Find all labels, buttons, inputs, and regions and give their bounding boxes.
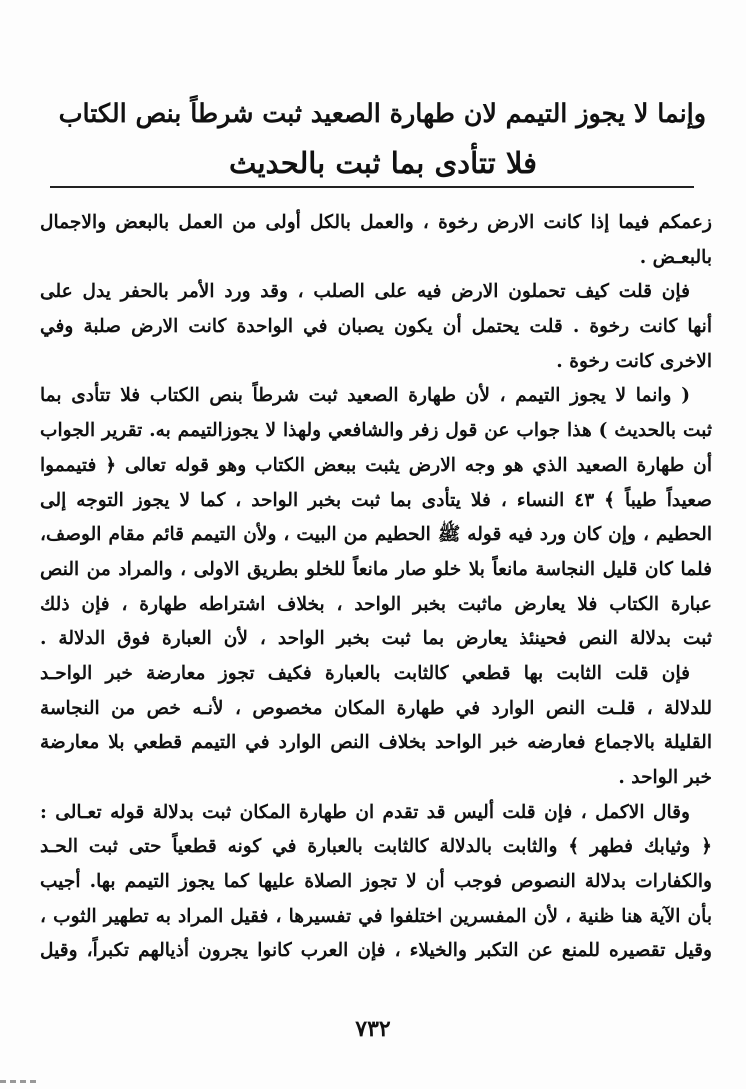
text-line: خبر الواحد . [618, 767, 712, 788]
text-line: ﴿ وثيابك فطهر ﴾ والثابت بالدلالة كالثابت بالعبارة في كونه قطعياً حتى ثبت الحـد [40, 836, 712, 858]
text-line: فإن قلت كيف تحملون الارض فيه على الصلب ، وقد ورد الأمر بالحفر يدل على [40, 281, 690, 303]
text-line: ثبت بدلالة النص فحينئذ يعارض بما ثبت بخبر الواحد ، لأن العبارة فوق الدلالة . [40, 628, 712, 650]
text-line: والكفارات بدلالة النصوص فوجب أن لا تجوز الصلاة عليها كما يجوز التيمم بها. أجيب [40, 871, 712, 893]
heading-divider [50, 186, 694, 188]
text-line: فإن قلت الثابت بها قطعي كالثابت بالعبارة فكيف تجوز معارضة خبر الواحـد [40, 662, 690, 684]
text-line: زعمكم فيما إذا كانت الارض رخوة ، والعمل بالكل أولى من العمل بالبعض والاجمال [40, 212, 712, 233]
text-line: وقال الاكمل ، فإن قلت أليس قد تقدم ان طهارة المكان ثبت بدلالة قوله تعـالى : [40, 801, 690, 823]
heading-line-1: وإنما لا يجوز التيمم لان طهارة الصعيد ثبت شرطاً بنص الكتاب [58, 98, 706, 128]
text-line: الحطيم ، وإن كان ورد فيه قوله ﷺ الحطيم من البيت ، ولأن التيمم قائم مقام الوصف، [40, 524, 712, 546]
scan-edge-mark [0, 1080, 40, 1083]
text-line: عبارة الكتاب فلا يعارض ماثبت بخبر الواحد ، بخلاف اشتراطه طهارة ، فإن ذلك [40, 593, 712, 615]
text-line: أنها كانت رخوة . قلت يحتمل أن يكون يصبان في الواحدة كانت الارض صلبة وفي [40, 316, 712, 338]
heading-line-2: فلا تتأدى بما ثبت بالحديث [228, 146, 538, 180]
text-line: للدلالة ، قلـت النص الوارد في طهارة المكان مخصوص ، لأنـه خص من النجاسة [40, 697, 712, 719]
text-line: ثبت بالحديث ) هذا جواب عن قول زفر والشافعي ولهذا لا يجوزالتيمم به. تقرير الجواب [40, 420, 712, 442]
text-line: أن طهارة الصعيد الذي هو وجه الارض يثبت ببعض الكتاب وهو قوله تعالى ﴿ فتيمموا [40, 454, 712, 476]
page-number: ٧٣٢ [355, 1016, 391, 1042]
text-line: فلما كان قليل النجاسة مانعاً بلا خلو صار مانعاً للخلو بطريق الاولى ، والمراد من النص [40, 558, 712, 580]
text-line: بالبعـض . [639, 246, 712, 268]
text-line: وقيل تقصيره للمنع عن التكبر والخيلاء ، فإن العرب كانوا يجرون أذيالهم تكبراً، وقيل [40, 940, 712, 962]
text-line: ( وانما لا يجوز التيمم ، لأن طهارة الصعيد ثبت شرطاً بنص الكتاب فلا تتأدى بما [40, 385, 690, 407]
section-heading [60, 88, 706, 188]
text-line: القليلة بالاجماع فعارضه خبر الواحد بخلاف النص الوارد في التيمم قطعي بلا معارضة [40, 732, 712, 754]
text-line: الاخرى كانت رخوة . [556, 350, 712, 372]
text-line: بأن الآية هنا ظنية ، لأن المفسرين اختلفوا في تفسيرها ، فقيل المراد به تطهير الثوب ، [40, 905, 712, 927]
body-text [40, 206, 712, 969]
text-line: صعيداً طيباً ﴾ ٤٣ النساء ، فلا يتأدى بما ثبت بخبر الواحد ، كما لا يجوز التوجه إلى [40, 489, 712, 511]
